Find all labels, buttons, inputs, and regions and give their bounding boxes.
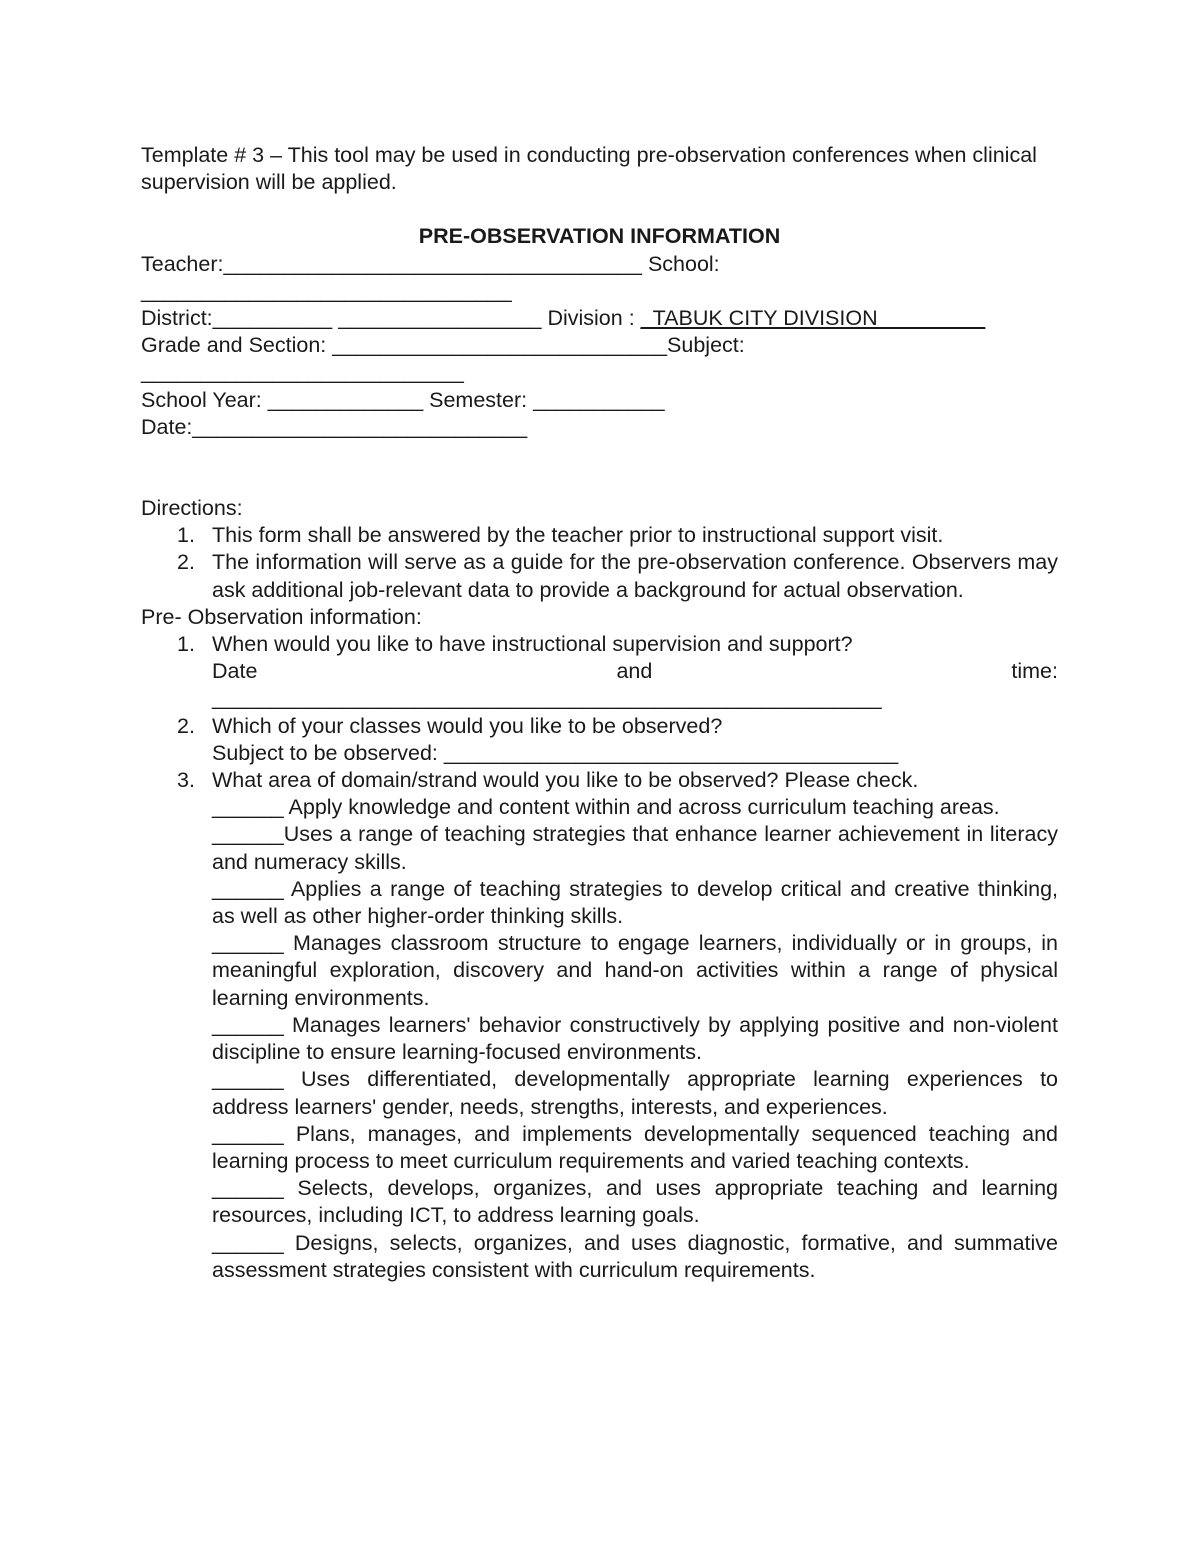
item-number: 1. (177, 632, 195, 657)
teacher-field: Teacher:___________________________________ School: (141, 251, 720, 276)
preobs-list (141, 631, 1058, 1284)
domain-option: ______ Apply knowledge and content within and across curriculum teaching areas. (212, 795, 1000, 820)
domain-option: ______ Plans, manages, and implements developmentally sequenced teaching and learning process to meet curriculum requirements and varied teaching contexts. (212, 1121, 1058, 1173)
domain-option: ______ Selects, develops, organizes, and uses appropriate teaching and learning resources, including ICT, to address learning goals. (212, 1176, 1058, 1228)
list-item (141, 549, 1058, 603)
domain-option: ______ Uses differentiated, developmentally appropriate learning experiences to address learners' gender, needs, strengths, interests, and experiences. (212, 1067, 1058, 1119)
school-year-semester-field: School Year: _____________ Semester: ___________ (141, 387, 665, 412)
domain-option: ______Uses a range of teaching strategies that enhance learner achievement in literacy and numeracy skills. (212, 822, 1058, 874)
domain-option: ______ Manages classroom structure to engage learners, individually or in groups, in meaningful exploration, discovery and hand-on activities within a range of physical learning environments. (212, 931, 1058, 1010)
district-division-field (141, 305, 1058, 332)
subject-observed-field: Subject to be observed: ______________________________________ (212, 740, 899, 765)
question-text: When would you like to have instructional supervision and support? (212, 632, 853, 657)
date-time-blank: ________________________________________________________ (212, 686, 882, 711)
division-value: _TABUK CITY DIVISION_________ (640, 306, 986, 331)
item-number: 3. (177, 768, 195, 793)
question-text: Which of your classes would you like to be observed? (212, 713, 723, 738)
item-number: 2. (177, 550, 195, 575)
preobs-heading: Pre- Observation information: (141, 604, 422, 629)
and-word: and (616, 659, 653, 684)
time-word: time: (1011, 659, 1058, 684)
school-blank: _______________________________ (141, 278, 512, 303)
date-field: Date:____________________________ (141, 414, 528, 439)
intro-text: Template # 3 – This tool may be used in conducting pre-observation conferences when clinical supervision will be applied. (141, 143, 1037, 195)
grade-section-field: Grade and Section: ____________________________Subject: (141, 333, 745, 358)
domain-option: ______ Manages learners' behavior constructively by applying positive and non-violent discipline to ensure learning-focused environments. (212, 1012, 1058, 1065)
date-word: Date (212, 659, 258, 684)
item-number: 2. (177, 713, 195, 738)
domain-option: ______ Designs, selects, organizes, and uses diagnostic, formative, and summative assessment strategies consistent with curriculum requirements. (212, 1230, 1058, 1282)
item-text: The information will serve as a guide for the pre-observation conference. Observers may ask additional job-relevant data to provide a background for actual observation. (212, 550, 1058, 602)
question-1 (141, 631, 1058, 713)
list-item (141, 522, 1058, 549)
subject-blank: ___________________________ (141, 360, 464, 385)
item-text: This form shall be answered by the teacher prior to instructional support visit. (212, 523, 944, 548)
question-2 (141, 713, 1058, 767)
document-page (141, 142, 1058, 1284)
form-title: PRE-OBSERVATION INFORMATION (418, 224, 781, 249)
directions-list (141, 522, 1058, 604)
domain-option: ______ Applies a range of teaching strategies to develop critical and creative thinking, as well as other higher-order thinking skills. (212, 876, 1058, 929)
directions-heading: Directions: (141, 496, 243, 521)
district-label: District:__________ _________________ Division : (141, 306, 641, 331)
item-number: 1. (177, 523, 195, 548)
question-3 (141, 767, 1058, 1284)
date-time-row (212, 658, 1058, 685)
question-text: What area of domain/strand would you like to be observed? Please check. (212, 768, 919, 793)
